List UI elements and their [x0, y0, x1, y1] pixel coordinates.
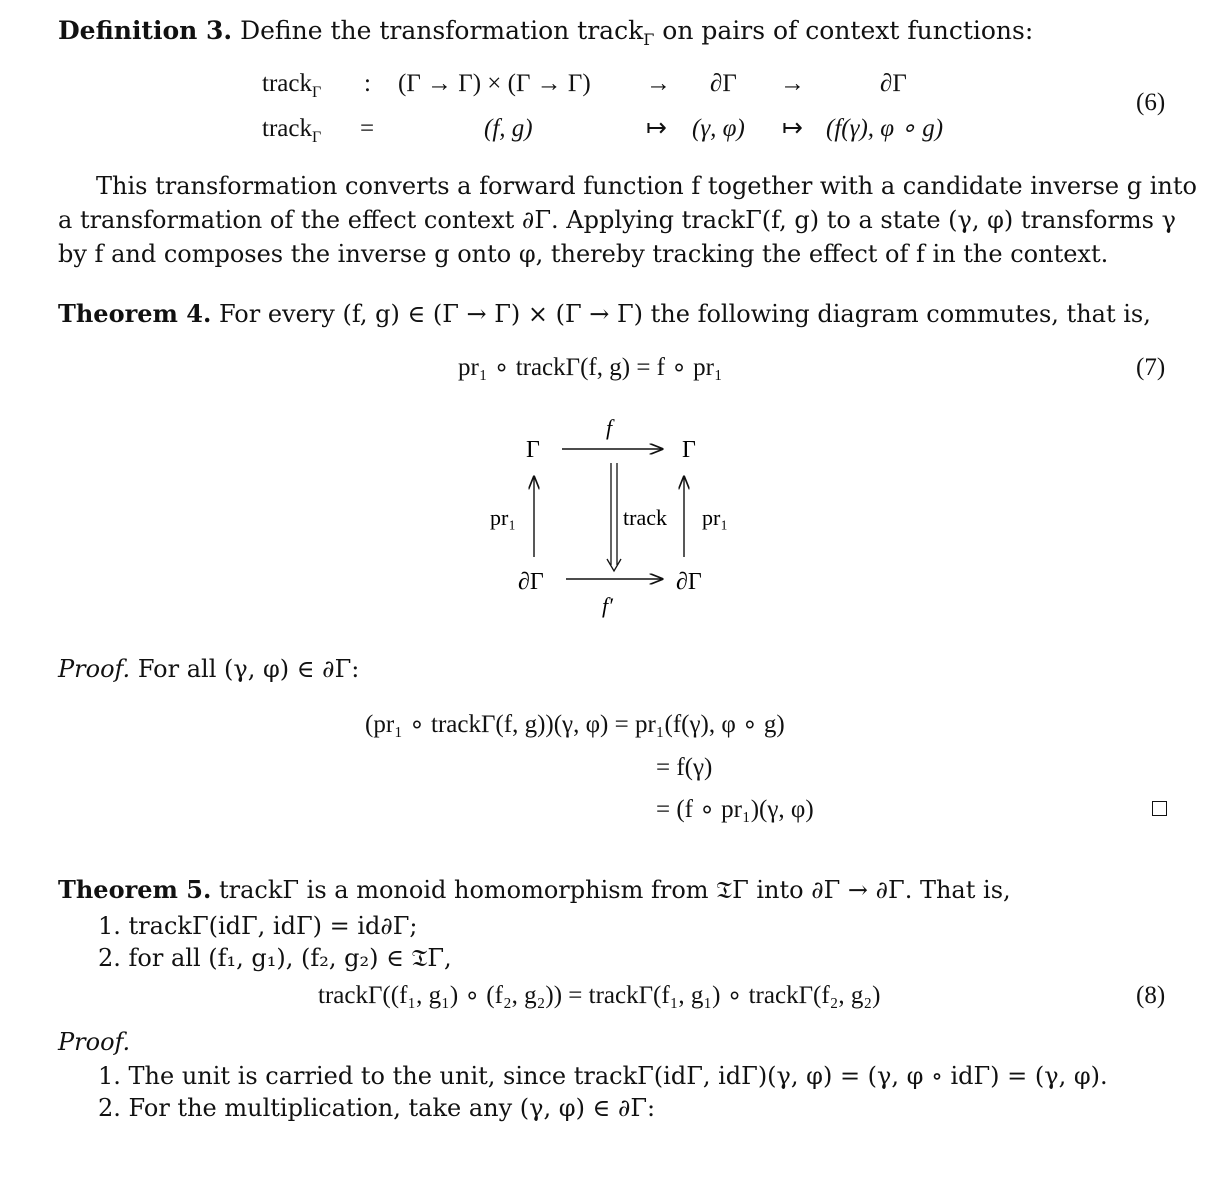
- eq7-number: (7): [1136, 354, 1166, 381]
- paragraph-line-3: by f and composes the inverse g onto φ, thereby tracking the effect of f in the context.: [58, 240, 1109, 268]
- proof-4-text: For all (γ, φ) ∈ ∂Γ:: [137, 655, 360, 683]
- theorem-5-item-2: 2. for all (f₁, g₁), (f₂, g₂) ∈ 𝔗Γ,: [98, 944, 452, 972]
- diagram-right-label: pr₁: [702, 505, 728, 530]
- proof-4-intro: [58, 657, 359, 681]
- eq6-row2-result: (f(γ), φ ∘ g): [826, 115, 944, 142]
- definition-text: Define the transformation track: [240, 16, 644, 45]
- diagram-bottom-left: ∂Γ: [518, 569, 544, 595]
- diagram-middle-label: track: [623, 505, 667, 530]
- theorem-5-statement: [58, 875, 1011, 904]
- proof-5-item-1: 1. The unit is carried to the unit, since trackΓ(idΓ, idΓ)(γ, φ) = (γ, φ ∘ idΓ) = (γ, φ).: [98, 1062, 1108, 1090]
- eq6-row2-state: (γ, φ): [692, 115, 745, 142]
- proof-4-line-2: = f(γ): [656, 754, 713, 781]
- theorem-5-item-1: 1. trackΓ(idΓ, idΓ) = id∂Γ;: [98, 912, 418, 940]
- eq6-row2-eq: =: [360, 115, 375, 142]
- theorem-5-text: trackΓ is a monoid homomorphism from 𝔗Γ into ∂Γ → ∂Γ. That is,: [218, 876, 1011, 904]
- eq6-row1-arrow2: →: [780, 70, 805, 97]
- eq6-row1-domain: (Γ → Γ) × (Γ → Γ): [398, 70, 591, 97]
- theorem-5-heading: Theorem 5.: [58, 875, 212, 904]
- qed-symbol: [1152, 801, 1167, 816]
- theorem-4-heading: Theorem 4.: [58, 299, 212, 328]
- eq6-row1-right: ∂Γ: [880, 70, 907, 97]
- paragraph-line-2: a transformation of the effect context ∂Γ. Applying trackΓ(f, g) to a state (γ, φ) transforms γ: [58, 206, 1176, 234]
- eq8: trackΓ((f₁, g₁) ∘ (f₂, g₂)) = trackΓ(f₁, g₁) ∘ trackΓ(f₂, g₂): [318, 982, 881, 1009]
- theorem-4-text: For every (f, g) ∈ (Γ → Γ) × (Γ → Γ) the following diagram commutes, that is,: [218, 300, 1151, 328]
- definition-text-sub: Γ: [643, 30, 655, 49]
- diagram-top-right: Γ: [682, 437, 696, 463]
- eq6-row1-mid: ∂Γ: [710, 70, 737, 97]
- eq6-row1-colon: :: [364, 70, 371, 97]
- eq6-row2-mapsto2: ↦: [782, 115, 803, 142]
- eq6-row1-lhs: track$_\Gamma$: [262, 70, 322, 101]
- eq6-row2-mapsto1: ↦: [646, 115, 667, 142]
- proof-4-line-3: = (f ∘ pr₁)(γ, φ): [656, 796, 814, 823]
- eq6-number: (6): [1136, 89, 1166, 116]
- eq7: pr₁ ∘ trackΓ(f, g) = f ∘ pr₁: [458, 354, 723, 381]
- definition-text-tail: on pairs of context functions:: [662, 16, 1034, 45]
- proof-4-label: Proof.: [58, 655, 131, 683]
- diagram-bottom-arrow-label: f′: [602, 593, 613, 618]
- eq6-row1-arrow1: →: [646, 70, 671, 97]
- diagram-top-left: Γ: [526, 437, 540, 463]
- diagram-left-label: pr₁: [490, 505, 516, 530]
- theorem-4-statement: [58, 299, 1151, 328]
- diagram-top-arrow-label: f: [606, 415, 613, 440]
- proof-4-line-1: (pr₁ ∘ trackΓ(f, g))(γ, φ) = pr₁(f(γ), φ ∘ g): [365, 711, 785, 738]
- eq6-row2-lhs: track$_\Gamma$: [262, 115, 322, 146]
- eq6-row2-pair: (f, g): [484, 115, 533, 142]
- proof-5-item-2: 2. For the multiplication, take any (γ, φ) ∈ ∂Γ:: [98, 1094, 656, 1122]
- definition-3-intro: [58, 18, 1033, 48]
- paragraph-line-1: This transformation converts a forward function f together with a candidate inverse g into: [96, 172, 1197, 200]
- commutative-diagram: [470, 405, 770, 630]
- eq8-number: (8): [1136, 982, 1166, 1009]
- definition-heading: Definition 3.: [58, 16, 233, 45]
- proof-5-label: Proof.: [58, 1028, 131, 1056]
- diagram-bottom-right: ∂Γ: [676, 569, 702, 595]
- double-arrow-head: [607, 559, 621, 571]
